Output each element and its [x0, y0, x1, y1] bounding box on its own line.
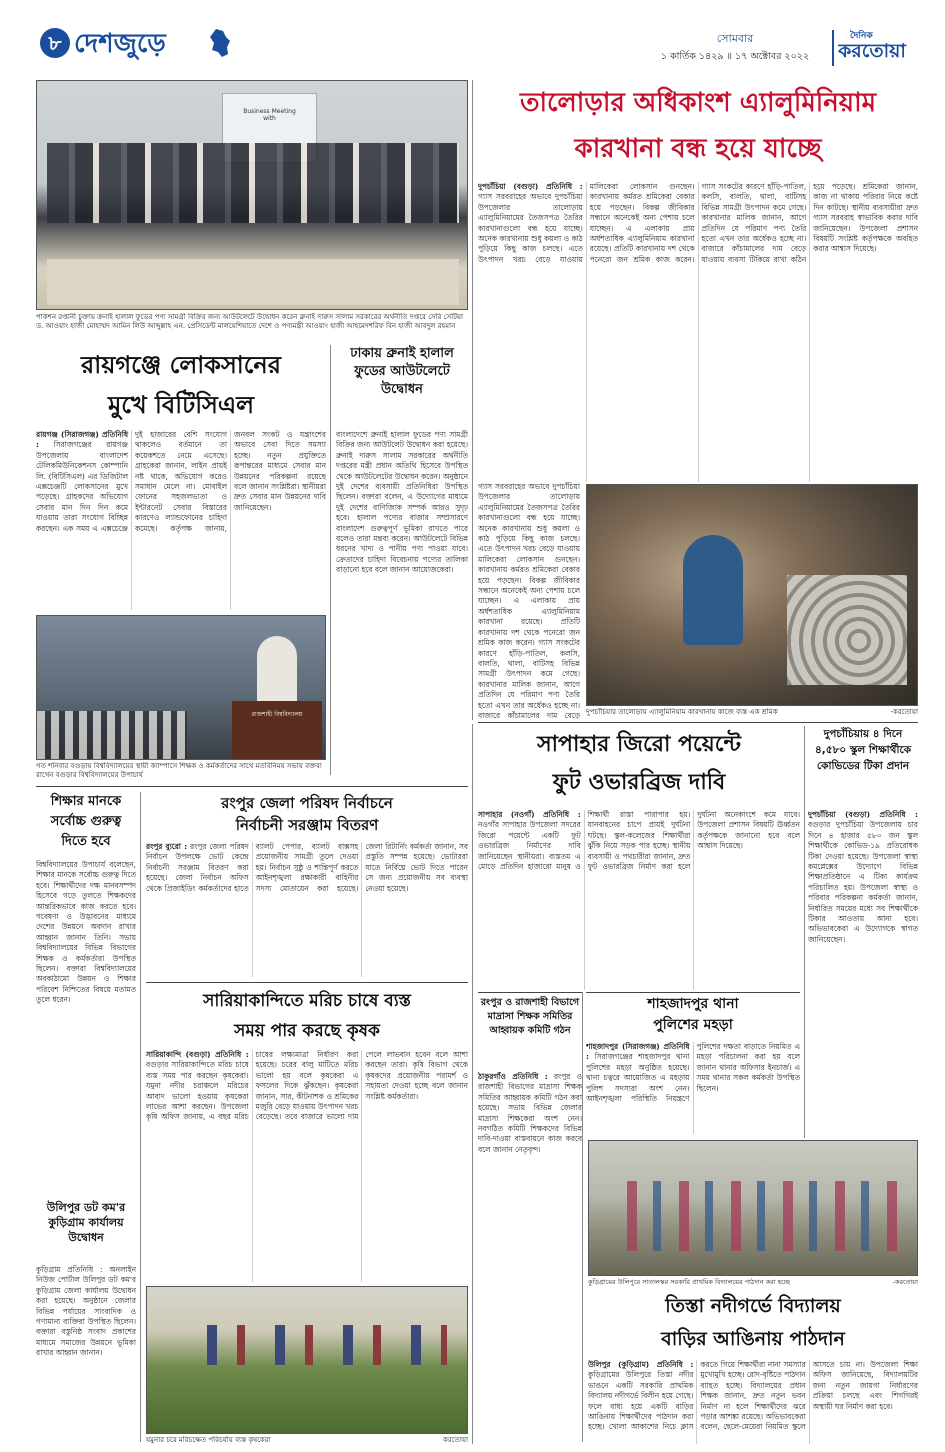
paper-name: করতোয়া	[838, 40, 906, 62]
rangpur-headline-line2: নির্বাচনী সরঞ্জাম বিতরণ	[235, 816, 379, 834]
lead-byline: দুপচাঁচিয়া (বগুড়া) প্রতিনিধি :	[478, 182, 583, 191]
lead-photo-caption: দুপচাঁচিয়ার তালোড়ায় এ্যালুমিনিয়াম কারখানায় কাজে ব্যস্ত এক শ্রমিক	[586, 708, 778, 716]
lead-text: গ্যাস সরবরাহের অভাবে দুপচাঁচিয়া উপজেলার তালোড়ায় এ্যালুমিনিয়ামের তৈজসপত্র তৈরির কারখানাগুলো বন্ধ হয়ে যাচ্ছে। অনেক কারখানায় শুধু কয়লা ও কাঠ পুড়িয়ে কিছু কাজ চলছে। এতে উৎপাদন খরচ বেড়ে যাওয়ায় মালিকেরা লোকসান গুনছেন। কারখানায় কর্মরত শ্রমিকেরা বেকার হয়ে পড়ছেন। বিকল্প জীবিকার সন্ধানে অনেকেই অন্য পেশায় চলে যাচ্ছেন। এ এলাকায় প্রায় অর্ধশতাধিক এ্যালুমিনিয়াম কারখানা রয়েছে। প্রতিটি কারখানায় দশ থেকে পনেরো জন শ্রমিক কাজ করেন। গ্যাস সংকটের কারণে হাঁড়ি-পাতিল, কলসি, বালতি, থালা, বাটিসহ বিভিন্ন সামগ্রী উৎপাদন কমে গেছে। কারখানার মালিক জানান, আগে প্রতিদিন যে পরিমাণ পণ্য তৈরি হতো এখন তার অর্ধেকও হচ্ছে না। বাজারে কাঁচামালের দাম বেড়ে যাওয়ায় ব্যবসা টিকিয়ে রাখা কঠিন হয়ে পড়েছে। শ্রমিকেরা জানান, কাজ না থাকায় পরিবার নিয়ে কষ্টে দিন কাটছে। স্থানীয় ব্যবসায়ীরা দ্রুত গ্যাস সরবরাহ স্বাভাবিক করার দাবি জানিয়েছেন। উপজেলা প্রশাসন বিষয়টি সংশ্লিষ্ট কর্তৃপক্ষকে অবহিত করার আশ্বাস দিয়েছে।	[478, 182, 918, 264]
teesta-byline: উলিপুর (কুড়িগ্রাম) প্রতিনিধি :	[588, 1360, 694, 1369]
raiganj-headline-line2: মুখে বিটিসিএল	[107, 391, 255, 419]
sariakandi-byline: সারিয়াকান্দি (বগুড়া) প্রতিনিধি :	[146, 1050, 249, 1059]
people-row	[47, 143, 459, 223]
header-divider	[832, 30, 834, 66]
masthead	[0, 0, 945, 72]
page-number-badge: ৮	[40, 28, 70, 58]
lead-text-cont: গ্যাস সরবরাহের অভাবে দুপচাঁচিয়া উপজেলার তালোড়ায় এ্যালুমিনিয়ামের তৈজসপত্র তৈরির কারখানাগুলো বন্ধ হয়ে যাচ্ছে। অনেক কারখানায় শুধু কয়লা ও কাঠ পুড়িয়ে কিছু কাজ চলছে। এতে উৎপাদন খরচ বেড়ে যাওয়ায় মালিকেরা লোকসান গুনছেন। কারখানায় কর্মরত শ্রমিকেরা বেকার হয়ে পড়ছেন। বিকল্প জীবিকার সন্ধানে অনেকেই অন্য পেশায় চলে যাচ্ছেন। এ এলাকায় প্রায় অর্ধশতাধিক এ্যালুমিনিয়াম কারখানা রয়েছে। প্রতিটি কারখানায় দশ থেকে পনেরো জন শ্রমিক কাজ করেন। গ্যাস সংকটের কারণে হাঁড়ি-পাতিল, কলসি, বালতি, থালা, বাটিসহ বিভিন্ন সামগ্রী উৎপাদন কমে গেছে। কারখানার মালিক জানান, আগে প্রতিদিন যে পরিমাণ পণ্য তৈরি হতো এখন তার অর্ধেকও হচ্ছে না। বাজারে কাঁচামালের দাম বেড়ে	[478, 482, 580, 720]
rangpur-body	[146, 842, 468, 977]
sariakandi-photo-credit: করতোয়া	[443, 1436, 468, 1444]
paper-name-small: দৈনিক	[850, 31, 873, 40]
shahjadpur-text: সিরাজগঞ্জের শাহজাদপুর থানা পুলিশের মহড়া অনুষ্ঠিত হয়েছে। থানা চত্বরে আয়োজিত এ মহড়ায় পুলিশ সদস্যরা অংশ নেন। আইনশৃঙ্খলা পরিস্থিতি নিয়ন্ত্রণে পুলিশের দক্ষতা বাড়াতে নিয়মিত এ মহড়া পরিচালনা করা হয় বলে জানান থানার অফিসার ইনচার্জ। এ সময় থানার সকল কর্মকর্তা উপস্থিত ছিলেন।	[586, 1042, 800, 1104]
lead-body	[478, 182, 918, 482]
map-icon	[208, 28, 232, 58]
podium-label: রাজশাহী বিশ্ববিদ্যালয়	[251, 711, 303, 718]
sariakandi-photo-caption: যমুনার চরে মরিচক্ষেত পরিচর্যায় ব্যস্ত কৃষকেরা	[146, 1436, 271, 1444]
sapahar-byline: সাপাহার (নওগাঁ) প্রতিনিধি :	[478, 810, 581, 819]
sapahar-text: নওগাঁর সাপাহার উপজেলা সদরের জিরো পয়েন্টে একটি ফুট ওভারব্রিজ নির্মাণের দাবি জানিয়েছেন স্থানীয়রা। ব্যস্ততম এ মোড়ে প্রতিদিন হাজারো মানুষ ও শিক্ষার্থী রাস্তা পারাপার হয়। যানবাহনের চাপে প্রায়ই দুর্ঘটনা ঘটছে। স্কুল-কলেজের শিক্ষার্থীরা ঝুঁকি নিয়ে সড়ক পার হচ্ছে। স্থানীয় ব্যবসায়ী ও পথচারীরা জানান, দ্রুত ফুট ওভারব্রিজ নির্মাণ করা হলে দুর্ঘটনা অনেকাংশে কমে যাবে। উপজেলা প্রশাসন বিষয়টি ঊর্ধ্বতন কর্তৃপক্ষকে জানানো হবে বলে আশ্বাস দিয়েছে।	[478, 810, 800, 872]
raiganj-headline-line1: রায়গঞ্জে লোকসানের	[81, 351, 281, 379]
shahjadpur-body	[586, 1042, 800, 1134]
classroom-credit: -করতোয়া	[892, 1278, 918, 1286]
ulipur-headline: উলিপুর ডট কম'র কুড়িগ্রাম কার্যালয় উদ্বোধন	[46, 1201, 126, 1244]
ulipur-body: কুড়িগ্রাম প্রতিনিধি : অনলাইন নিউজ পোর্টাল উলিপুর ডট কম'র কুড়িগ্রাম জেলা কার্যালয় উদ্বোধন করা হয়েছে। অনুষ্ঠানে জেলার বিভিন্ন পর্যায়ের সাংবাদিক ও গণ্যমান্য ব্যক্তিরা উপস্থিত ছিলেন। বক্তারা বস্তুনিষ্ঠ সংবাদ প্রকাশের মাধ্যমে সমাজের উন্নয়নে ভূমিকা রাখার আহ্বান জানান।	[36, 1265, 136, 1358]
sariakandi-headline-line2: সময় পার করছে কৃষক	[234, 1021, 380, 1041]
rule-sapahar	[478, 722, 918, 723]
raiganj-byline: রায়গঞ্জ (সিরাজগঞ্জ) প্রতিনিধি :	[36, 430, 128, 450]
madrasa-headline: রংপুর ও রাজশাহী বিভাগে মাদ্রাসা শিক্ষক সমিতির আহ্বায়ক কমিটি গঠন	[480, 997, 580, 1036]
sapahar-headline-line2: ফুট ওভারব্রিজ দাবি	[552, 770, 726, 795]
madrasa-text: রংপুর ও রাজশাহী বিভাগের মাদ্রাসা শিক্ষক সমিতির আহ্বায়ক কমিটি গঠন করা হয়েছে। সভায় বিভিন্ন জেলার মাদ্রাসা শিক্ষকেরা অংশ নেন। নবগঠিত কমিটি শিক্ষকদের বিভিন্ন দাবি-দাওয়া বাস্তবায়নে কাজ করবে বলে জানান নেতৃবৃন্দ।	[478, 1072, 582, 1154]
seminar-caption: গত শনিবার বগুড়ায় বিশ্ববিদ্যালয়ের স্থায়ী ক্যাম্পাসে শিক্ষক ও কর্মকর্তাদের সাথে মতবিনিময় সভায় বক্তব্য রাখেন বগুড়ার বিশ্ববিদ্যালয়ের উপাচার্য	[36, 762, 322, 779]
teesta-headline-box	[588, 1290, 918, 1356]
teesta-body	[588, 1360, 918, 1444]
sapahar-headline-line1: সাপাহার জিরো পয়েন্টে	[537, 732, 741, 757]
dhaka-body: বাংলাদেশে ব্রুনাই হালাল ফুডের পণ্য সামগ্রী বিক্রির জন্য আউটলেট উদ্বোধন করা হয়েছে। ব্রুনাই দারুস সালাম সরকারের অর্থনীতি দপ্তরের মন্ত্রী প্রধান অতিথি হিসেবে উপস্থিত থেকে আউটলেটের উদ্বোধন করেন। অনুষ্ঠানে দুই দেশের ব্যবসায়ী প্রতিনিধিরা উপস্থিত ছিলেন। বক্তারা বলেন, এ উদ্যোগের মাধ্যমে দুই দেশের বাণিজ্যিক সম্পর্ক আরও সুদৃঢ় হবে। হালাল পণ্যের বাজার সম্প্রসারণে বাংলাদেশ গুরুত্বপূর্ণ ভূমিকা রাখতে পারে বলেও তারা মন্তব্য করেন। আউটলেটে বিভিন্ন ধরনের খাদ্য ও পানীয় পণ্য পাওয়া যাবে। ক্রেতাদের চাহিদা বিবেচনায় পণ্যের তালিকা বাড়ানো হবে বলে জানান আয়োজকেরা।	[336, 430, 468, 575]
teesta-text: কুড়িগ্রামের উলিপুরে তিস্তা নদীর ভাঙনে একটি সরকারি প্রাথমিক বিদ্যালয় নদীগর্ভে বিলীন হয়ে গেছে। ফলে বাধ্য হয়ে একটি বাড়ির আঙিনায় শিক্ষার্থীদের পাঠদান করা হচ্ছে। খোলা আকাশের নিচে ক্লাস করতে গিয়ে শিক্ষার্থীরা নানা সমস্যার মুখোমুখি হচ্ছে। রোদ-বৃষ্টিতে পাঠদান ব্যাহত হচ্ছে। বিদ্যালয়ের প্রধান শিক্ষক জানান, দ্রুত নতুন ভবন নির্মাণ না হলে শিক্ষার্থীদের ঝরে পড়ার আশঙ্কা রয়েছে। অভিভাবকেরা বলেন, ছেলে-মেয়েরা নিয়মিত স্কুলে আসতে চায় না। উপজেলা শিক্ষা অফিস জানিয়েছে, বিদ্যালয়টির জন্য নতুন জায়গা নির্ধারণের প্রক্রিয়া চলছে এবং শিগগিরই অস্থায়ী ঘর নির্মাণ করা হবে।	[588, 1360, 918, 1432]
rule-madrasa	[478, 992, 582, 993]
lead-body-cont	[478, 482, 580, 720]
sapahar-body	[478, 810, 800, 990]
rangpur-text: রংপুর জেলা পরিষদ নির্বাচন উপলক্ষে ভোট কেন্দ্রে নির্বাচনী সরঞ্জাম বিতরণ করা হয়েছে। জেলা নির্বাচন অফিস থেকে প্রিজাইডিং কর্মকর্তাদের হাতে ব্যালট পেপার, ব্যালট বাক্সসহ প্রয়োজনীয় সামগ্রী তুলে দেওয়া হয়। নির্বাচন সুষ্ঠু ও শান্তিপূর্ণ করতে আইনশৃঙ্খলা রক্ষাকারী বাহিনীর সদস্য মোতায়েন করা হয়েছে। জেলা রিটার্নিং কর্মকর্তা জানান, সব প্রস্তুতি সম্পন্ন হয়েছে। ভোটাররা যাতে নির্বিঘ্নে ভোট দিতে পারেন সে জন্য প্রয়োজনীয় সব ব্যবস্থা নেওয়া হয়েছে।	[146, 842, 468, 893]
column-rule-madrasa	[582, 992, 583, 1442]
rangpur-headline-box	[146, 792, 468, 838]
shikkha-body: বিশ্ববিদ্যালয়ের উপাচার্য বলেছেন, শিক্ষার মানকে সর্বোচ্চ গুরুত্ব দিতে হবে। শিক্ষার্থীদের দক্ষ মানবসম্পদ হিসেবে গড়ে তুলতে শিক্ষকদের আন্তরিকভাবে কাজ করতে হবে। গবেষণা ও উদ্ভাবনের মাধ্যমে দেশের উন্নয়নে অবদান রাখার আহ্বান জানান তিনি। সভায় বিশ্ববিদ্যালয়ের বিভিন্ন বিভাগের শিক্ষক ও কর্মকর্তারা উপস্থিত ছিলেন। বক্তারা বিশ্ববিদ্যালয়ের অবকাঠামো উন্নয়ন ও শিক্ষার পরিবেশ নিশ্চিতের বিষয়ে মতামত তুলে ধরেন।	[36, 860, 136, 1005]
rangpur-byline: রংপুর ব্যুরো :	[146, 842, 188, 851]
business-meeting-photo	[36, 80, 468, 310]
banner-sub: with	[263, 115, 276, 122]
farmers-row	[177, 1325, 447, 1365]
madrasa-body	[478, 1072, 582, 1437]
teesta-headline-line1: তিস্তা নদীগর্ভে বিদ্যালয়	[665, 1295, 841, 1317]
sariakandi-body	[146, 1050, 468, 1282]
speaker-figure	[257, 636, 297, 706]
sariakandi-headline-box	[146, 986, 468, 1046]
day-label: সোমবার	[716, 32, 754, 44]
chilli-field-photo	[146, 1286, 468, 1434]
section-title: দেশজুড়ে	[74, 29, 166, 59]
lead-headline-box	[478, 80, 918, 180]
raiganj-body	[36, 430, 326, 610]
shahjadpur-headline-line2: পুলিশের মহড়া	[653, 1017, 733, 1033]
column-rule-dhaka	[330, 345, 331, 775]
lead-photo-credit: -করতোয়া	[890, 708, 918, 716]
sapahar-headline-box	[478, 726, 800, 806]
sariakandi-text: বগুড়ার সারিয়াকান্দিতে মরিচ চাষে ব্যস্ত সময় পার করছেন কৃষকেরা। যমুনা নদীর চরাঞ্চলে মরিচের আবাদ ভালো হওয়ায় কৃষকেরা লাভের আশা করছেন। উপজেলা কৃষি অফিস জানায়, এ বছর মরিচ চাষের লক্ষ্যমাত্রা নির্ধারণ করা হয়েছে। চরের বালু মাটিতে মরিচ ভালো হয় বলে কৃষকেরা এ ফসলের দিকে ঝুঁকছেন। কৃষকেরা জানান, সার, কীটনাশক ও শ্রমিকের মজুরি বেড়ে যাওয়ায় উৎপাদন খরচ বেড়েছে। তবে বাজারে ভালো দাম পেলে লাভবান হবেন বলে আশা করছেন তারা। কৃষি বিভাগ থেকে কৃষকদের প্রয়োজনীয় পরামর্শ ও সহায়তা দেওয়া হচ্ছে বলে জানান সংশ্লিষ্ট কর্মকর্তারা।	[146, 1050, 468, 1122]
column-rule-rangpur	[140, 792, 141, 1442]
shahjadpur-headline-line1: শাহজাদপুর থানা	[647, 996, 739, 1012]
rule-sariakandi	[146, 982, 468, 983]
rangpur-headline-line1: রংপুর জেলা পরিষদ নির্বাচনে	[221, 794, 393, 812]
banner-title: Business Meeting	[243, 108, 296, 115]
podium	[232, 701, 322, 760]
teesta-headline-line2: বাড়ির আঙিনায় পাঠদান	[661, 1328, 845, 1350]
covid-body	[808, 810, 918, 1138]
meeting-table	[47, 259, 459, 305]
students-group	[609, 1181, 899, 1251]
madrasa-byline: ঠাকুরগাঁও প্রতিনিধি :	[478, 1072, 548, 1081]
lead-headline-line2: কারখানা বন্ধ হয়ে যাচ্ছে	[574, 134, 822, 164]
classroom-caption: কুড়িগ্রামের উলিপুরে সাতালস্কর সরকারি প্রাথমিক বিদ্যালয়ের পাঠদান করা হচ্ছে	[588, 1278, 790, 1286]
worker-figure	[683, 535, 743, 645]
seminar-photo	[36, 615, 326, 760]
sariakandi-headline-line1: সারিয়াকান্দিতে মরিচ চাষে ব্যস্ত	[203, 991, 411, 1011]
date-label: ১ কার্তিক ১৪২৯ ॥ ১৭ অক্টোবর ২০২২	[660, 51, 810, 62]
audience-rows	[37, 711, 187, 760]
pots-pile	[787, 575, 907, 685]
rule-shahjadpur	[586, 992, 800, 993]
rule-shikkha	[36, 786, 468, 787]
classroom-photo	[588, 1140, 918, 1276]
lead-headline-line1: তালোড়ার অধিকাংশ এ্যালুমিনিয়াম	[519, 88, 877, 118]
covid-headline: দুপচাঁচিয়ায় ৪ দিনে ৪,৫৮০ স্কুল শিক্ষার্থীকে কোভিডের টিকা প্রদান	[814, 728, 912, 772]
column-rule-right	[804, 726, 805, 1138]
covid-text: বগুড়ার দুপচাঁচিয়া উপজেলায় চার দিনে ৪ হাজার ৫৮০ জন স্কুল শিক্ষার্থীকে কোভিড-১৯ প্রতিরোধক টিকা দেওয়া হয়েছে। উপজেলা স্বাস্থ্য কমপ্লেক্সের উদ্যোগে বিভিন্ন শিক্ষাপ্রতিষ্ঠানে এ টিকা কার্যক্রম পরিচালিত হয়। উপজেলা স্বাস্থ্য ও পরিবার পরিকল্পনা কর্মকর্তা জানান, নির্ধারিত সময়ের মধ্যে সব শিক্ষার্থীকে টিকার আওতায় আনা হবে। অভিভাবকেরা এ উদ্যোগকে স্বাগত জানিয়েছেন।	[808, 820, 918, 944]
column-rule-mid	[472, 724, 473, 1444]
raiganj-text: সিরাজগঞ্জের রায়গঞ্জ উপজেলায় বাংলাদেশ টেলিকমিউনিকেশনস কোম্পানি লি. (বিটিসিএল) এর ডিজিটাল এক্সচেঞ্জটি লোকসানের মুখে পড়েছে। গ্রাহকদের অভিযোগ সেবার মান দিন দিন কমে যাওয়ায় তারা সংযোগ বিচ্ছিন্ন করছেন। এক সময় এ এক্সচেঞ্জে দুই হাজারের বেশি সংযোগ থাকলেও বর্তমানে তা কয়েকশতে নেমে এসেছে। গ্রাহকেরা জানান, লাইন প্রায়ই নষ্ট থাকে, অভিযোগ করেও সমাধান মেলে না। মোবাইল ফোনের সহজলভ্যতা ও ইন্টারনেট সেবার বিস্তারের কারণেও ল্যান্ডফোনের চাহিদা কমেছে। কর্তৃপক্ষ জানায়, জনবল সংকট ও যন্ত্রাংশের অভাবে সেবা দিতে সমস্যা হচ্ছে। নতুন প্রযুক্তিতে রূপান্তরের মাধ্যমে সেবার মান উন্নয়নের পরিকল্পনা রয়েছে বলে জানান সংশ্লিষ্টরা। স্থানীয়রা দ্রুত সেবার মান উন্নয়নের দাবি জানিয়েছেন।	[36, 430, 326, 533]
factory-worker-photo	[586, 484, 918, 706]
covid-byline: দুপচাঁচিয়া (বগুড়া) প্রতিনিধি :	[808, 810, 918, 819]
column-rule-top	[472, 80, 473, 720]
shikkha-headline: শিক্ষার মানকে সর্বোচ্চ গুরুত্ব দিতে হবে	[50, 794, 122, 849]
raiganj-headline-box	[36, 345, 326, 425]
top-photo-caption: পাকশন রপ্তানী চুক্তায় ক্রনাই হালাল ফুডের পণ্য সামগ্রী বিক্রির জন্য আউটলেটে উদ্বোধন করেন ব্রুনাই দারুস সালাম সরকারের অর্থনীতি দপ্তরে সেরি সেটিয়া ড. আওয়াং হাজী মোহাম্মদ আমিন লিউ আব্দুল্লাহ এন. প্রেসিডেন্ট মালয়েশিয়াতে দেশে ও পণ্যমন্ত্রী আওয়াং হাজী আহমেদশরিফ বিন হাজী আবদুল রহমান	[36, 313, 464, 330]
dhaka-headline: ঢাকায় ব্রুনাই হালাল ফুডের আউটলেটে উদ্বোধন	[350, 346, 454, 397]
shahjadpur-byline: শাহজাদপুর (সিরাজগঞ্জ) প্রতিনিধি :	[586, 1042, 690, 1062]
shahjadpur-headline-box	[586, 994, 800, 1038]
